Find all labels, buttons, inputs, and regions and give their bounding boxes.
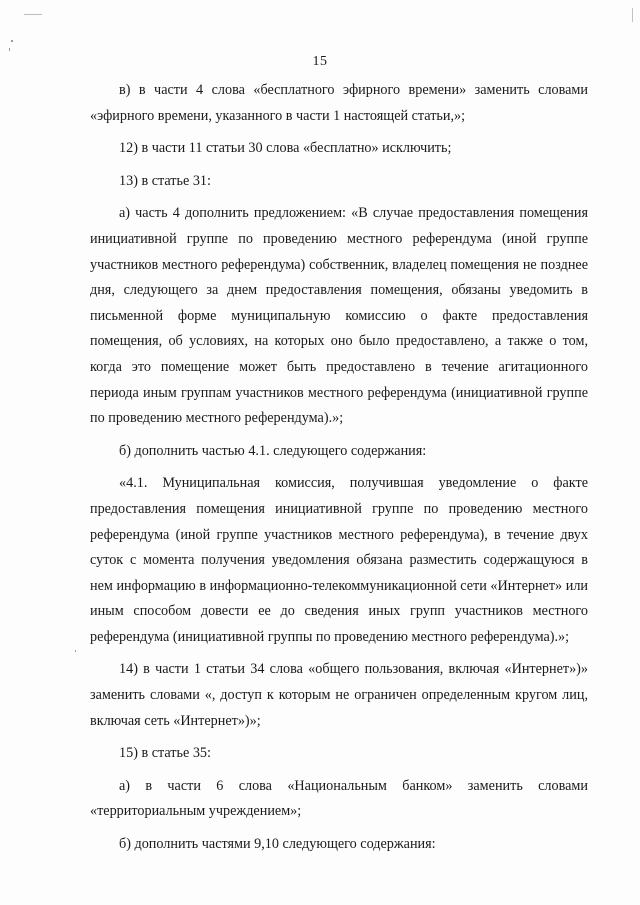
scan-speck [11,40,13,42]
paragraph-item-14: 14) в части 1 статьи 34 слова «общего пользования, включая «Интернет»)» заменить словами «, доступ к которым не ограничен определенным кругом лиц, включая сеть «Интернет»)»; [90,661,588,729]
paragraph-item-v: в) в части 4 слова «бесплатного эфирного времени» заменить словами «эфирного времени, указанного в части 1 настоящей статьи,»; [90,82,588,124]
paragraph-quote-4-1: «4.1. Муниципальная комиссия, получившая уведомление о факте предоставления помещения инициативной группе по проведению местного референдума (иной группе участников местного референдума), в течение двух суток с момента получения уведомления обязана разместить содержащуюся в нем информацию в информационно-телекоммуникационной сети «Интернет» или иным способом довести ее до сведения иных групп участников местного референдума (инициативной группы по проведению местного референдума).»; [90,475,588,645]
paragraph-item-15b: б) дополнить частями 9,10 следующего содержания: [119,836,436,853]
paragraph-item-15a: а) в части 6 слова «Национальным банком» заменить словами «территориальным учреждением»; [90,777,588,820]
paragraph-item-13a: а) часть 4 дополнить предложением: «В случае предоставления помещения инициативной группе по проведению местного референдума (иной группе участников местного референдума) собственник, владелец помещения не позднее дня, следующего за днем предоставления помещения, обязаны уведомить в письменной форме муниципальную комиссию о факте предоставления помещения, об условиях, на которых оно было предоставлено, а также о том, когда это помещение может быть предоставлено в течение агитационного периода иным группам участников местного референдума (инициативной группе по проведению местного референдума).»; [90,205,588,427]
paragraph-item-13b: б) дополнить частью 4.1. следующего содержания: [119,442,427,459]
paragraph-item-13: 13) в статье 31: [119,172,211,189]
page-number: 15 [312,54,328,69]
scan-speck [9,48,10,51]
paragraph-item-12: 12) в части 11 статьи 30 слова «бесплатно» исключить; [119,140,452,157]
paragraph-item-15: 15) в статье 35: [119,745,211,762]
scan-speck [75,650,76,652]
scan-speck [632,8,633,22]
document-body [90,78,588,858]
scan-speck [24,14,42,15]
